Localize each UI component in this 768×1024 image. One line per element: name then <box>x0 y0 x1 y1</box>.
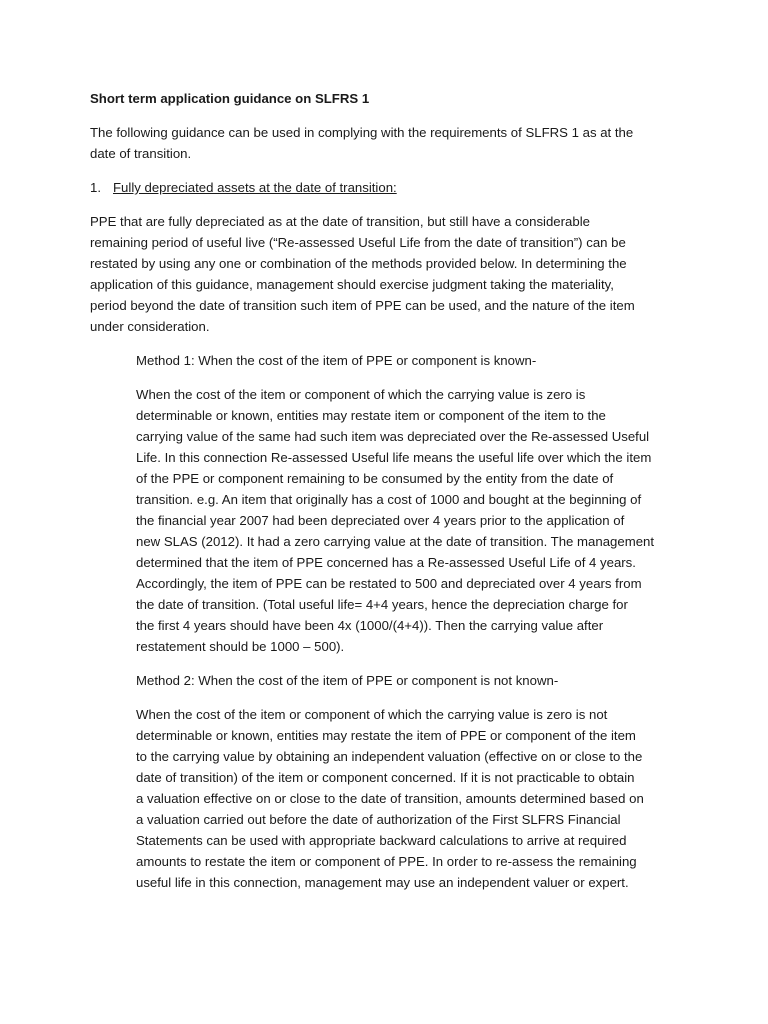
method-2-block <box>136 670 680 893</box>
body-line: period beyond the date of transition such item of PPE can be used, and the nature of the item <box>90 298 635 313</box>
method-2-line: amounts to restate the item or component of PPE. In order to re-assess the remaining <box>136 854 637 869</box>
method-1-line: determined that the item of PPE concerned has a Re-assessed Useful Life of 4 years. <box>136 555 636 570</box>
section-heading <box>90 177 680 198</box>
method-1-line: the first 4 years should have been 4x (1000/(4+4)). Then the carrying value after <box>136 618 604 633</box>
body-line: restated by using any one or combination of the methods provided below. In determining the <box>90 256 627 271</box>
method-1-line: new SLAS (2012). It had a zero carrying value at the date of transition. The management <box>136 534 655 549</box>
body-line: PPE that are fully depreciated as at the date of transition, but still have a considerable <box>90 214 590 229</box>
method-1-heading: Method 1: When the cost of the item of PPE or component is known- <box>136 353 537 368</box>
intro-paragraph <box>90 122 680 164</box>
method-1-block <box>136 350 680 657</box>
method-1-line: of the PPE or component remaining to be consumed by the entity from the date of <box>136 471 614 486</box>
method-2-line: date of transition) of the item or component concerned. If it is not practicable to obtain <box>136 770 635 785</box>
method-1-line: carrying value of the same had such item was depreciated over the Re-assessed Useful <box>136 429 650 444</box>
method-2-line: determinable or known, entities may restate the item of PPE or component of the item <box>136 728 636 743</box>
method-2-paragraph <box>136 704 680 893</box>
body-line: application of this guidance, management should exercise judgment taking the materiality, <box>90 277 614 292</box>
method-2-line: When the cost of the item or component of which the carrying value is zero is not <box>136 707 608 722</box>
method-1-line: Life. In this connection Re-assessed Useful life means the useful life over which the item <box>136 450 652 465</box>
method-2-line: a valuation effective on or close to the date of transition, amounts determined based on <box>136 791 644 806</box>
method-1-line: determinable or known, entities may restate item or component of the item to the <box>136 408 606 423</box>
method-1-paragraph <box>136 384 680 657</box>
method-1-line: the financial year 2007 had been depreciated over 4 years prior to the application of <box>136 513 625 528</box>
document-title: Short term application guidance on SLFRS 1 <box>90 91 370 106</box>
document-page <box>90 88 680 906</box>
method-2-line: useful life in this connection, management may use an independent valuer or expert. <box>136 875 629 890</box>
body-line: remaining period of useful live (“Re-assessed Useful Life from the date of transition”) can be <box>90 235 626 250</box>
method-2-line: to the carrying value by obtaining an independent valuation (effective on or close to the <box>136 749 643 764</box>
intro-line: The following guidance can be used in complying with the requirements of SLFRS 1 as at the <box>90 125 634 140</box>
method-1-line: restatement should be 1000 – 500). <box>136 639 345 654</box>
method-2-line: Statements can be used with appropriate backward calculations to arrive at required <box>136 833 627 848</box>
method-2-heading: Method 2: When the cost of the item of PPE or component is not known- <box>136 673 559 688</box>
section-body-paragraph <box>90 211 680 337</box>
section-number: 1. <box>90 180 101 195</box>
method-1-line: When the cost of the item or component of which the carrying value is zero is <box>136 387 586 402</box>
method-2-line: a valuation carried out before the date of authorization of the First SLFRS Financial <box>136 812 621 827</box>
method-1-line: the date of transition. (Total useful life= 4+4 years, hence the depreciation charge for <box>136 597 628 612</box>
intro-line: date of transition. <box>90 146 192 161</box>
section-label: Fully depreciated assets at the date of transition: <box>113 180 397 195</box>
body-line: under consideration. <box>90 319 210 334</box>
method-1-line: Accordingly, the item of PPE can be restated to 500 and depreciated over 4 years from <box>136 576 642 591</box>
method-1-line: transition. e.g. An item that originally has a cost of 1000 and bought at the beginning of <box>136 492 642 507</box>
